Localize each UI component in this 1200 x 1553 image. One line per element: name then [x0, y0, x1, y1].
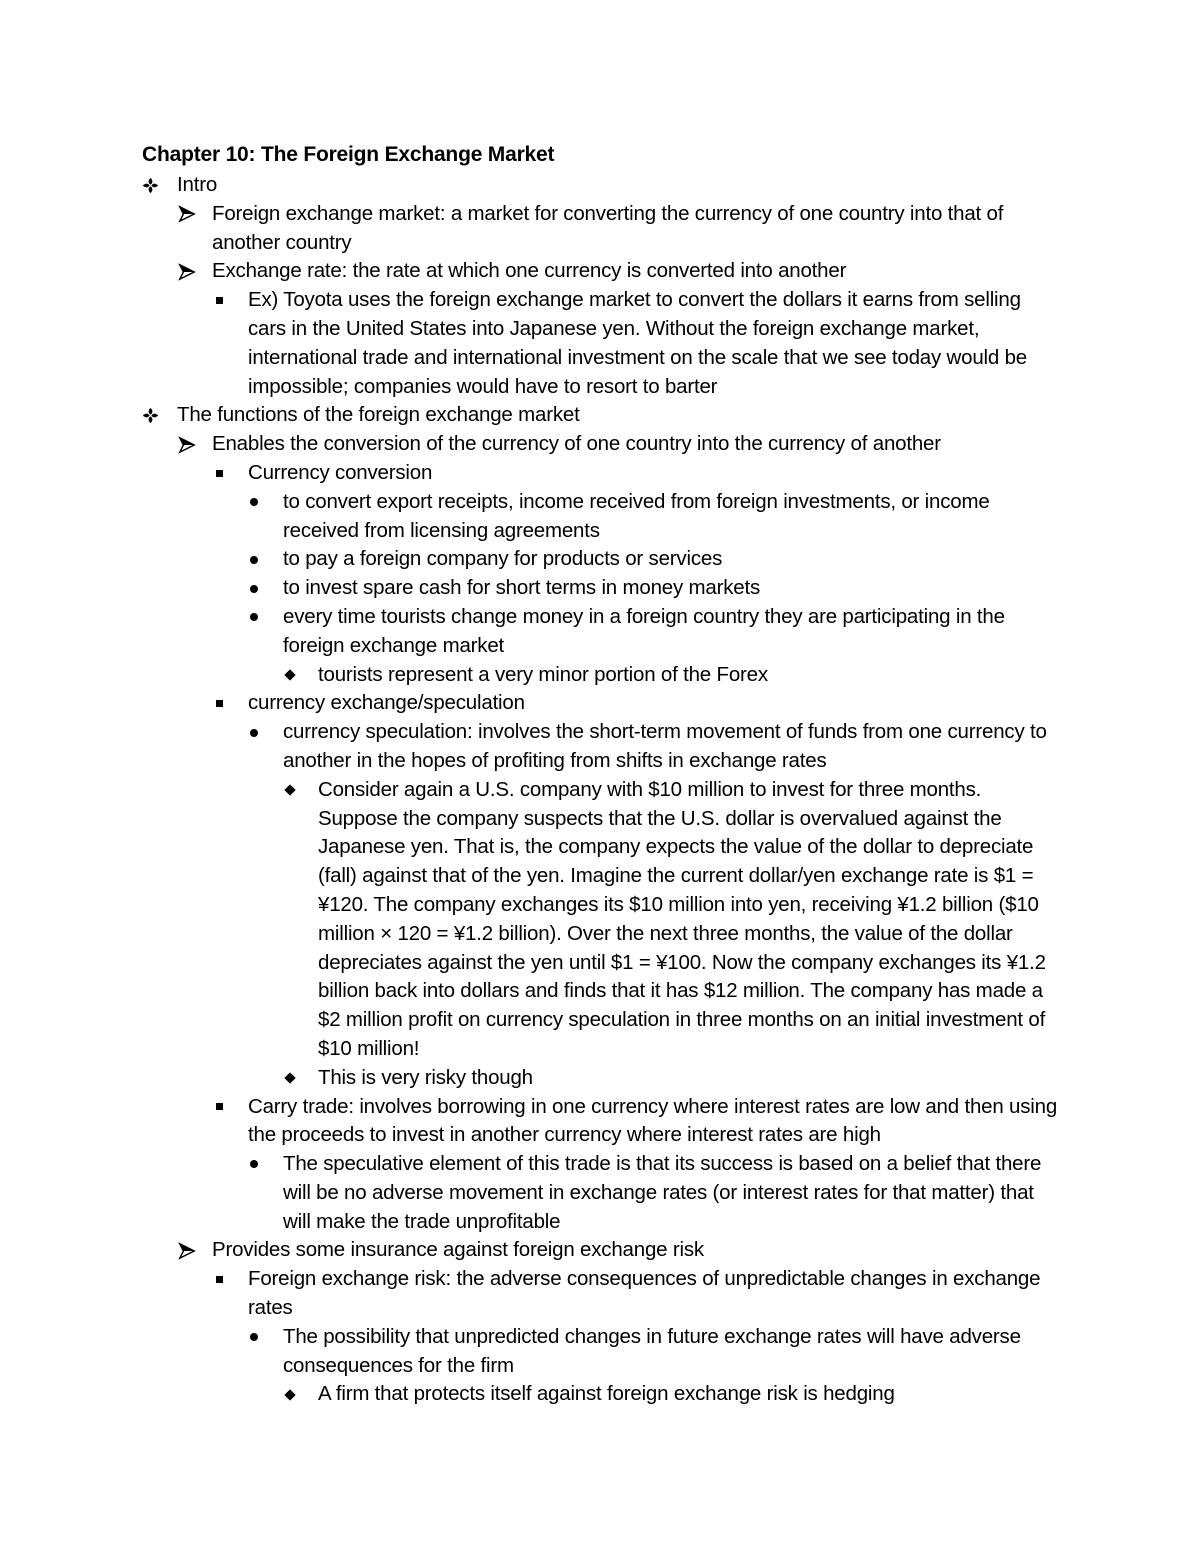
outline-item-level-4 [142, 574, 1062, 603]
outline-item-level-3 [142, 1265, 1062, 1323]
chapter-title: Chapter 10: The Foreign Exchange Market [142, 143, 555, 166]
square-bullet-icon [214, 1265, 244, 1294]
diamond-bullet-icon [283, 1380, 313, 1409]
diamond-bullet-icon [283, 661, 313, 690]
outline-item-text: Currency conversion [248, 460, 433, 484]
diamond-bullet-icon [283, 776, 313, 805]
arrowhead-bullet-icon [178, 430, 208, 459]
square-bullet-icon [214, 459, 244, 488]
outline-item-level-4 [142, 718, 1062, 776]
square-bullet-icon [214, 286, 244, 315]
outline-item-text: Provides some insurance against foreign exchange risk [212, 1238, 704, 1262]
outline-item-text: currency speculation: involves the short-term movement of funds from one currency to another in the hopes of profiting from shifts in exchange rates [283, 720, 1047, 772]
outline-item-level-4 [142, 603, 1062, 661]
square-bullet-icon [214, 1093, 244, 1122]
dot-bullet-icon [248, 488, 278, 517]
outline-item-text: Consider again a U.S. company with $10 million to invest for three months. Suppose the company suspects that the U.S. dollar is overvalued against the Japanese yen. That is, the company expects the value of the dollar to depreciate (fall) against that of the yen. Imagine the current dollar/yen exchange rate is $1 = ¥120. The company exchanges its $10 million into yen, receiving ¥1.2 billion ($10 million × 120 = ¥1.2 billion). Over the next three months, the value of the dollar depreciates against the yen until $1 = ¥100. Now the company exchanges its ¥1.2 billion back into dollars and finds that it has $12 million. The company has made a $2 million profit on currency speculation in three months on an initial investment of $10 million! [318, 777, 1046, 1060]
outline-item-text: Intro [177, 173, 218, 196]
outline-item-level-4 [142, 545, 1062, 574]
arrowhead-bullet-icon [178, 200, 208, 229]
clover-bullet-icon [142, 171, 172, 200]
outline-item-level-5 [142, 776, 1062, 1064]
document-page [142, 140, 1062, 1409]
dot-bullet-icon [248, 545, 278, 574]
outline-item-text: A firm that protects itself against foreign exchange risk is hedging [318, 1382, 895, 1406]
outline-item-level-2 [142, 1236, 1062, 1265]
outline-item-text: The speculative element of this trade is that its success is based on a belief that there will be no adverse movement in exchange rates (or interest rates for that matter) that will make the trade unprofitable [283, 1152, 1042, 1233]
outline-item-text: to convert export receipts, income received from foreign investments, or income received from licensing agreements [283, 489, 990, 542]
square-bullet-icon [214, 689, 244, 718]
outline-item-text: Exchange rate: the rate at which one currency is converted into another [212, 259, 847, 283]
arrowhead-bullet-icon [178, 257, 208, 286]
outline-item-text: tourists represent a very minor portion of the Forex [318, 662, 768, 686]
outline-item-level-5 [142, 1380, 1062, 1409]
outline-item-text: Carry trade: involves borrowing in one currency where interest rates are low and then using the proceeds to invest in another currency where interest rates are high [248, 1094, 1058, 1147]
outline-item-level-3 [142, 459, 1062, 488]
outline-item-level-2 [142, 200, 1062, 258]
outline-item-text: Foreign exchange risk: the adverse consequences of unpredictable changes in exchange rates [248, 1267, 1041, 1320]
outline-item-level-3 [142, 1093, 1062, 1151]
outline-item-level-4 [142, 1150, 1062, 1236]
outline-item-level-2 [142, 257, 1062, 286]
outline-item-text: Enables the conversion of the currency of one country into the currency of another [212, 432, 941, 456]
outline-item-level-1 [142, 171, 1062, 200]
outline-item-level-4 [142, 1323, 1062, 1381]
outline-item-level-5 [142, 1064, 1062, 1093]
dot-bullet-icon [248, 603, 278, 632]
outline-item-text: This is very risky though [318, 1065, 533, 1089]
outline-item-level-4 [142, 488, 1062, 546]
outline-item-level-1 [142, 401, 1062, 430]
outline-list [142, 171, 1062, 1409]
outline-item-text: Foreign exchange market: a market for converting the currency of one country into that of another country [212, 201, 1004, 254]
outline-item-text: currency exchange/speculation [248, 691, 525, 715]
arrowhead-bullet-icon [178, 1236, 208, 1265]
dot-bullet-icon [248, 718, 278, 747]
outline-item-text: Ex) Toyota uses the foreign exchange market to convert the dollars it earns from selling cars in the United States into Japanese yen. Without the foreign exchange market, international trade and international investment on the scale that we see today would be impossible; companies would have to resort to barter [248, 288, 1027, 398]
outline-item-text: The functions of the foreign exchange market [177, 403, 580, 427]
outline-item-text: to pay a foreign company for products or services [283, 547, 723, 571]
outline-item-level-5 [142, 661, 1062, 690]
outline-item-level-2 [142, 430, 1062, 459]
outline-item-level-3 [142, 689, 1062, 718]
dot-bullet-icon [248, 1150, 278, 1179]
dot-bullet-icon [248, 1323, 278, 1352]
dot-bullet-icon [248, 574, 278, 603]
outline-item-text: every time tourists change money in a foreign country they are participating in the foreign exchange market [283, 604, 1005, 657]
outline-item-level-3 [142, 286, 1062, 401]
outline-item-text: The possibility that unpredicted changes in future exchange rates will have adverse consequences for the firm [283, 1324, 1021, 1377]
clover-bullet-icon [142, 401, 172, 430]
outline-item-text: to invest spare cash for short terms in money markets [283, 576, 761, 600]
diamond-bullet-icon [283, 1064, 313, 1093]
